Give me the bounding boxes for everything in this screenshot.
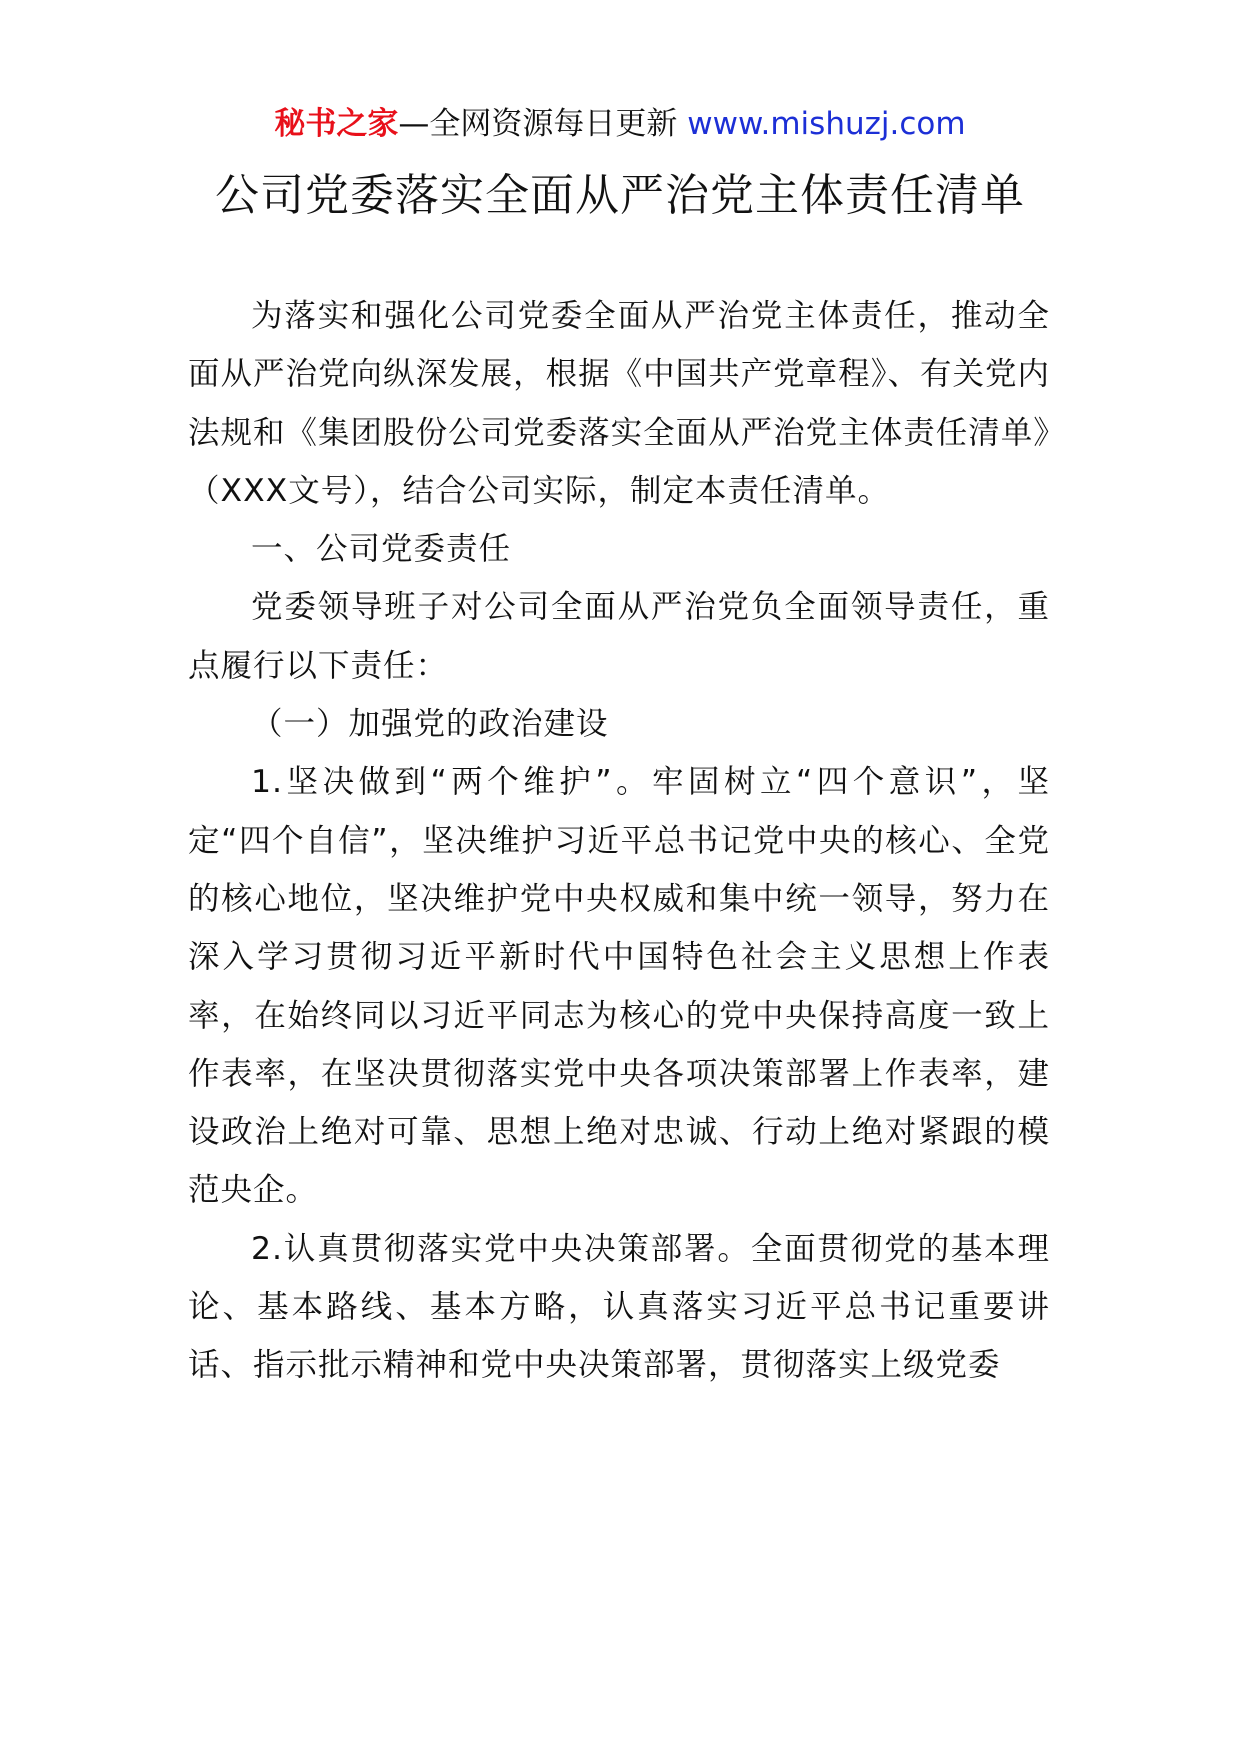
document-title: 公司党委落实全面从严治党主体责任清单 <box>215 170 1025 221</box>
site-url-link[interactable]: www.mishuzj.com <box>687 106 966 142</box>
site-tagline: —全网资源每日更新 <box>398 106 688 142</box>
section-heading: 一、公司党委责任 <box>251 531 512 568</box>
paragraph-item-1: 1.坚决做到“两个维护”。牢固树立“四个意识”，坚定“四个自信”，坚决维护习近平总书记党中央的核心、全党的核心地位，坚决维护党中央权威和集中统一领导，努力在深入学习贯彻习近平新时代中国特色社会主义思想上作表率，在始终同以习近平同志为核心的党中央保持高度一致上作表率，在坚决贯彻落实党中央各项决策部署上作表率，建设政治上绝对可靠、思想上绝对忠诚、行动上绝对紧跟的模范央企。 <box>188 764 1050 1209</box>
paragraph-item-2: 2.认真贯彻落实党中央决策部署。全面贯彻党的基本理论、基本路线、基本方略，认真落实习近平总书记重要讲话、指示批示精神和党中央决策部署，贯彻落实上级党委 <box>188 1230 1050 1384</box>
site-banner <box>0 104 1240 144</box>
site-brand: 秘书之家 <box>274 106 399 142</box>
document-body <box>188 287 1050 1395</box>
subsection-heading: （一）加强党的政治建设 <box>251 706 609 743</box>
paragraph-intro: 为落实和强化公司党委全面从严治党主体责任，推动全面从严治党向纵深发展，根据《中国共产党章程》、有关党内法规和《集团股份公司党委落实全面从严治党主体责任清单》（XXX文号），结合公司实际，制定本责任清单。 <box>188 298 1050 509</box>
paragraph-responsibility: 党委领导班子对公司全面从严治党负全面领导责任，重点履行以下责任： <box>188 589 1050 684</box>
